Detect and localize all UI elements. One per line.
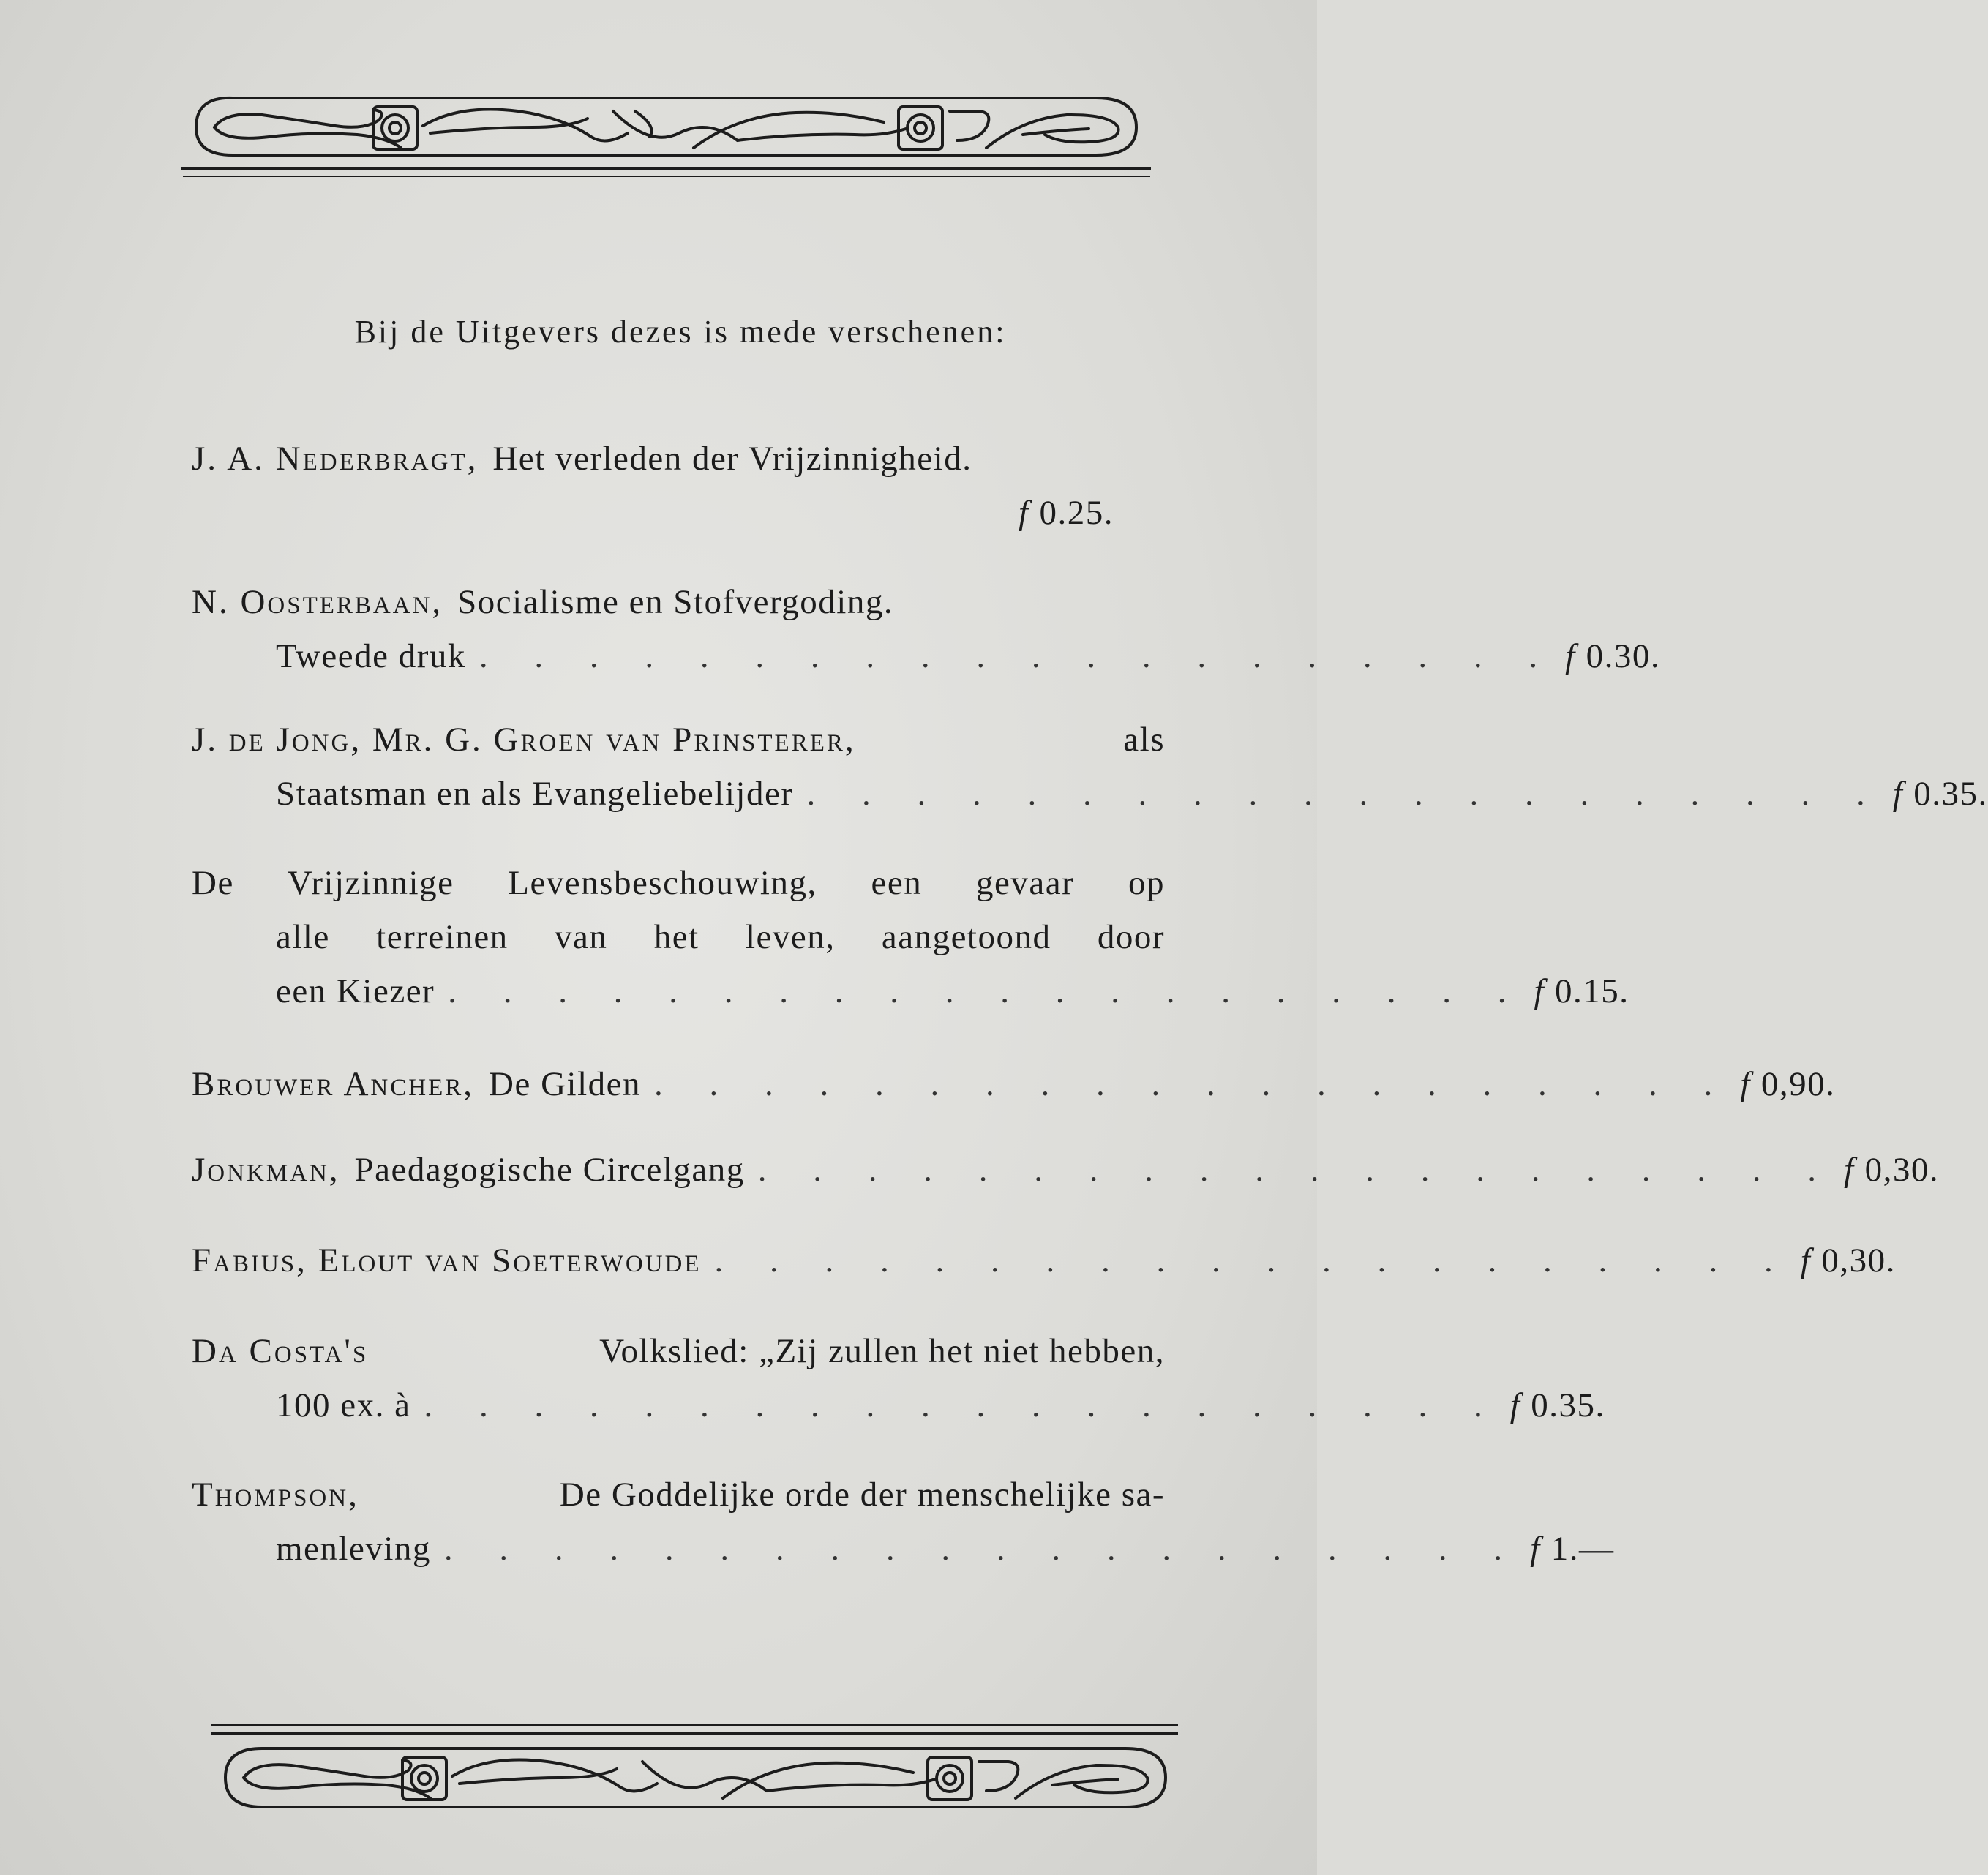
entry-line [192,1233,1896,1288]
entry-author: J. de Jong, Mr. G. Groen van Prinsterer, [192,721,856,759]
entry-price: 0,30. [1821,1241,1896,1280]
entry-author: Jonkman, [192,1151,340,1189]
entry-author: Thompson, [192,1476,359,1514]
entry-price-group [1501,1378,1605,1432]
entry-line: alle terreinen van het leven, aangetoond door [276,918,1165,956]
entry-author: Da Costa's [192,1332,369,1370]
entry-price: 0.30. [1586,637,1661,675]
entry-line [192,767,1988,821]
entry-price: 0.25. [1039,494,1114,532]
leader-dots: . . . . . . . . . . . . . . . . . . . . [757,1151,1836,1189]
top-ornament [181,82,1151,173]
entry-price-group [1835,1143,1939,1197]
entry-title: Het verleden der Vrijzinnigheid. [492,440,972,478]
entry-author: Brouwer Ancher, [192,1065,475,1103]
entry-author: Fabius, Elout van Soeterwoude [192,1241,702,1280]
entry-line [192,1378,1605,1432]
list-item [192,713,1988,821]
leader-dots: . . . . . . . . . . . . . . . . . . . . [479,637,1557,675]
list-item [192,1057,1836,1111]
top-ornament-graphic [181,82,1151,173]
entry-continuation: menleving [276,1530,431,1568]
list-item [192,1143,1940,1197]
entry-line [192,1468,1165,1522]
entry-title: als [1123,721,1165,759]
entry-continuation: Staatsman en als Evangeliebelijder [276,775,794,813]
bottom-ornament [211,1740,1180,1816]
entry-line [192,964,1629,1018]
bottom-rule [211,1723,1178,1737]
entry-title: Paedagogische Circelgang [354,1151,745,1189]
entry-line [192,1522,1615,1576]
leader-dots: . . . . . . . . . . . . . . . . . . . . [806,775,1884,813]
currency-symbol: f [1800,1241,1812,1280]
leader-dots: . . . . . . . . . . . . . . . . . . . . [424,1386,1501,1424]
entry-continuation: een Kiezer [276,972,435,1010]
top-rule-line [183,174,1150,180]
top-rule [183,174,1150,180]
currency-symbol: f [1740,1065,1751,1103]
entry-line [192,1143,1940,1197]
leader-dots: . . . . . . . . . . . . . . . . . . . . [443,1530,1522,1568]
entry-price-group [1731,1057,1835,1111]
entry-price: 1.— [1550,1530,1615,1568]
leader-dots: . . . . . . . . . . . . . . . . . . . . [714,1241,1792,1280]
entry-price: 0.35. [1913,775,1988,813]
currency-symbol: f [1530,1530,1541,1568]
entry-price-line [192,486,1165,540]
entry-price-group [1792,1233,1896,1288]
entry-line [192,1324,1165,1378]
currency-symbol: f [1509,1386,1521,1424]
list-item [192,1233,1896,1288]
entry-price: 0.15. [1555,972,1629,1010]
entry-author: N. Oosterbaan, [192,583,443,621]
entry-price-group [1556,629,1660,683]
currency-symbol: f [1534,972,1545,1010]
list-item [192,856,1629,1018]
entry-price-group [1525,964,1629,1018]
currency-symbol: f [1844,1151,1855,1189]
entry-price: 0,90. [1760,1065,1836,1103]
entry-title: De Goddelijke orde der menschelijke sa- [559,1476,1165,1514]
entry-line: De Vrijzinnige Levensbeschouwing, een gevaar op [192,864,1165,902]
entry-title: De Gilden [489,1065,642,1103]
leader-dots: . . . . . . . . . . . . . . . . . . . . [654,1065,1732,1103]
currency-symbol: f [1892,775,1904,813]
list-item [192,1468,1615,1576]
list-item [192,432,1165,540]
entry-continuation: Tweede druk [276,637,466,675]
currency-symbol: f [1565,637,1576,675]
entry-title: Socialisme en Stofvergoding. [457,583,894,621]
intro-heading: Bij de Uitgevers dezes is mede verschenen: [354,314,1007,350]
entry-line [192,432,1165,486]
bottom-ornament-graphic [211,1740,1180,1816]
bottom-rule-lines [211,1723,1178,1737]
entry-price-group [1521,1522,1614,1576]
entry-price: 0,30. [1864,1151,1940,1189]
list-item [192,1324,1605,1432]
entry-price: 0.35. [1531,1386,1605,1424]
entry-author: J. A. Nederbragt, [192,440,479,478]
entry-line [192,575,1165,629]
entry-continuation: 100 ex. à [276,1386,411,1424]
currency-symbol: f [1018,494,1029,532]
leader-dots: . . . . . . . . . . . . . . . . . . . . [448,972,1526,1010]
entry-price-group [1884,767,1988,821]
entry-title: Volkslied: „Zij zullen het niet hebben, [599,1332,1165,1370]
list-item [192,575,1661,683]
entry-line [192,1057,1836,1111]
entry-line [192,713,1165,767]
entry-line [192,629,1661,683]
